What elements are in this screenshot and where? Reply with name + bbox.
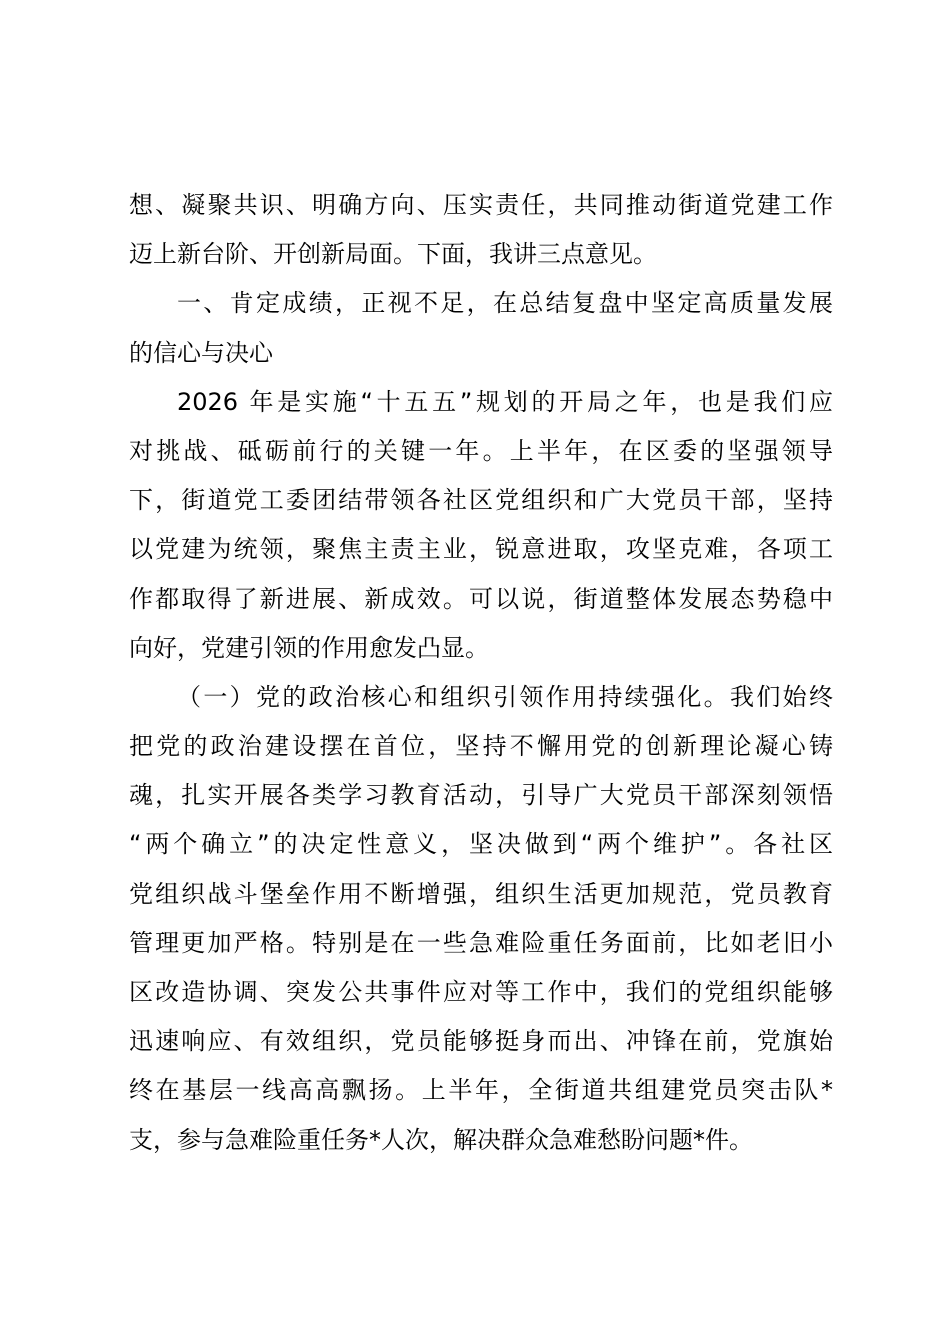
text-line: 支，参与急难险重任务*人次，解决群众急难愁盼问题*件。 [129, 1125, 753, 1154]
text-line: 把党的政治建设摆在首位，坚持不懈用党的创新理论凝心铸 [129, 732, 833, 761]
text-line: 2026 年是实施“十五五”规划的开局之年，也是我们应 [177, 387, 833, 416]
text-line: “两个确立”的决定性意义，坚决做到“两个维护”。各社区 [129, 830, 833, 859]
text-line: 对挑战、砥砺前行的关键一年。上半年，在区委的坚强领导 [129, 436, 833, 465]
section-heading-line: 的信心与决心 [129, 338, 273, 367]
text-line: 想、凝聚共识、明确方向、压实责任，共同推动街道党建工作 [129, 191, 833, 219]
subsection-heading-line: （一）党的政治核心和组织引领作用持续强化。我们始终 [177, 682, 833, 711]
section-heading-line: 一、肯定成绩，正视不足，在总结复盘中坚定高质量发展 [177, 289, 833, 318]
text-line: 迅速响应、有效组织，党员能够挺身而出、冲锋在前，党旗始 [129, 1027, 833, 1056]
text-line: 以党建为统领，聚焦主责主业，锐意进取，攻坚克难，各项工 [129, 535, 833, 564]
text-line: 作都取得了新进展、新成效。可以说，街道整体发展态势稳中 [129, 584, 833, 613]
text-line: 区改造协调、突发公共事件应对等工作中，我们的党组织能够 [129, 978, 833, 1006]
text-line: 迈上新台阶、开创新局面。下面，我讲三点意见。 [129, 240, 657, 269]
text-line: 终在基层一线高高飘扬。上半年，全街道共组建党员突击队* [129, 1076, 833, 1105]
text-line: 魂，扎实开展各类学习教育活动，引导广大党员干部深刻领悟 [129, 781, 833, 810]
text-line: 下，街道党工委团结带领各社区党组织和广大党员干部，坚持 [129, 486, 833, 515]
text-line: 向好，党建引领的作用愈发凸显。 [129, 633, 489, 662]
document-body [129, 181, 833, 1165]
text-line: 党组织战斗堡垒作用不断增强，组织生活更加规范，党员教育 [129, 879, 833, 908]
text-line: 管理更加严格。特别是在一些急难险重任务面前，比如老旧小 [129, 928, 833, 957]
